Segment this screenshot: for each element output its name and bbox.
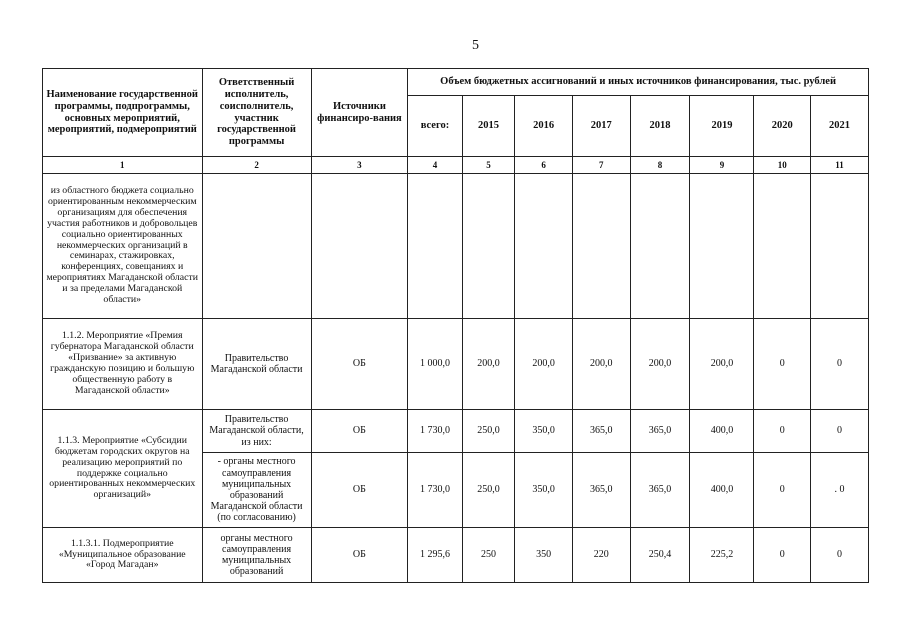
row-total: 1 000,0 (408, 319, 463, 410)
empty-cell (811, 174, 869, 319)
column-number: 7 (572, 157, 630, 174)
empty-cell (690, 174, 754, 319)
row-responsible: - органы местного самоуправления муниципальных образований Магаданской области (по согласованию) (202, 453, 311, 528)
table-row-1-1-3-1 (43, 528, 869, 583)
header-total: всего: (408, 96, 463, 157)
row-name: 1.1.3.1. Подмероприятие «Муниципальное образование «Город Магадан» (43, 528, 203, 583)
page-number: 5 (472, 38, 479, 53)
empty-cell (630, 174, 690, 319)
row-value: 350,0 (515, 410, 573, 453)
row-value: 350 (515, 528, 573, 583)
column-number: 9 (690, 157, 754, 174)
header-year: 2019 (690, 96, 754, 157)
row-value: 250,0 (462, 410, 514, 453)
row-total: 1 295,6 (408, 528, 463, 583)
row-value: 365,0 (630, 453, 690, 528)
empty-cell (202, 174, 311, 319)
row-name: из областного бюджета социально ориентированным некоммерческим организациям для обеспечения участия работников и добровольцев социально ориентированных некоммерческих организаций в семинарах, стажировках, конференциях, совещаниях и мероприятиях Магаданской области и за пределами Магаданской области» (43, 174, 203, 319)
row-value: 220 (572, 528, 630, 583)
header-year: 2021 (811, 96, 869, 157)
column-number: 1 (43, 157, 203, 174)
row-value: 200,0 (690, 319, 754, 410)
column-number: 10 (754, 157, 811, 174)
row-value: 250,0 (462, 453, 514, 528)
column-numbers-row (43, 157, 869, 174)
row-value: 250 (462, 528, 514, 583)
table-row-1-1-2 (43, 319, 869, 410)
row-value: 365,0 (572, 410, 630, 453)
row-source: ОБ (311, 453, 408, 528)
row-value: 250,4 (630, 528, 690, 583)
table-row-continuation (43, 174, 869, 319)
row-name: 1.1.2. Мероприятие «Премия губернатора Магаданской области «Призвание» за активную гражданскую позицию и большую общественную работу в Магаданской области» (43, 319, 203, 410)
header-responsible: Ответственный исполнитель, соисполнитель, участник государственной программы (202, 69, 311, 157)
table-row-1-1-3-government (43, 410, 869, 453)
row-value: . 0 (811, 453, 869, 528)
row-value: 0 (754, 410, 811, 453)
row-name: 1.1.3. Мероприятие «Субсидии бюджетам городских округов на реализацию мероприятий по поддержке социально ориентированных некоммерческих организаций» (43, 410, 203, 528)
empty-cell (754, 174, 811, 319)
header-year: 2015 (462, 96, 514, 157)
row-value: 365,0 (572, 453, 630, 528)
row-value: 400,0 (690, 453, 754, 528)
column-number: 5 (462, 157, 514, 174)
column-number: 8 (630, 157, 690, 174)
row-source: ОБ (311, 410, 408, 453)
row-value: 0 (754, 453, 811, 528)
row-value: 350,0 (515, 453, 573, 528)
header-year: 2017 (572, 96, 630, 157)
empty-cell (408, 174, 463, 319)
header-volume: Объем бюджетных ассигнований и иных источников финансирования, тыс. рублей (408, 69, 869, 96)
column-number: 3 (311, 157, 408, 174)
empty-cell (572, 174, 630, 319)
row-value: 0 (811, 319, 869, 410)
empty-cell (311, 174, 408, 319)
header-sources: Источники финансиро-вания (311, 69, 408, 157)
row-value: 225,2 (690, 528, 754, 583)
header-year: 2020 (754, 96, 811, 157)
empty-cell (462, 174, 514, 319)
row-value: 0 (754, 528, 811, 583)
header-year: 2018 (630, 96, 690, 157)
row-responsible: органы местного самоуправления муниципальных образований (202, 528, 311, 583)
column-number: 11 (811, 157, 869, 174)
column-number: 6 (515, 157, 573, 174)
row-value: 200,0 (515, 319, 573, 410)
row-total: 1 730,0 (408, 410, 463, 453)
row-value: 0 (811, 528, 869, 583)
row-total: 1 730,0 (408, 453, 463, 528)
row-value: 200,0 (630, 319, 690, 410)
row-responsible: Правительство Магаданской области, из них: (202, 410, 311, 453)
header-year: 2016 (515, 96, 573, 157)
row-responsible: Правительство Магаданской области (202, 319, 311, 410)
row-value: 365,0 (630, 410, 690, 453)
column-number: 4 (408, 157, 463, 174)
budget-table (42, 68, 869, 583)
row-value: 200,0 (462, 319, 514, 410)
header-name: Наименование государственной программы, подпрограммы, основных мероприятий, мероприятий, подмероприятий (43, 69, 203, 157)
header-row (43, 69, 869, 96)
column-number: 2 (202, 157, 311, 174)
empty-cell (515, 174, 573, 319)
row-value: 0 (811, 410, 869, 453)
row-source: ОБ (311, 319, 408, 410)
row-source: ОБ (311, 528, 408, 583)
row-value: 400,0 (690, 410, 754, 453)
row-value: 200,0 (572, 319, 630, 410)
row-value: 0 (754, 319, 811, 410)
